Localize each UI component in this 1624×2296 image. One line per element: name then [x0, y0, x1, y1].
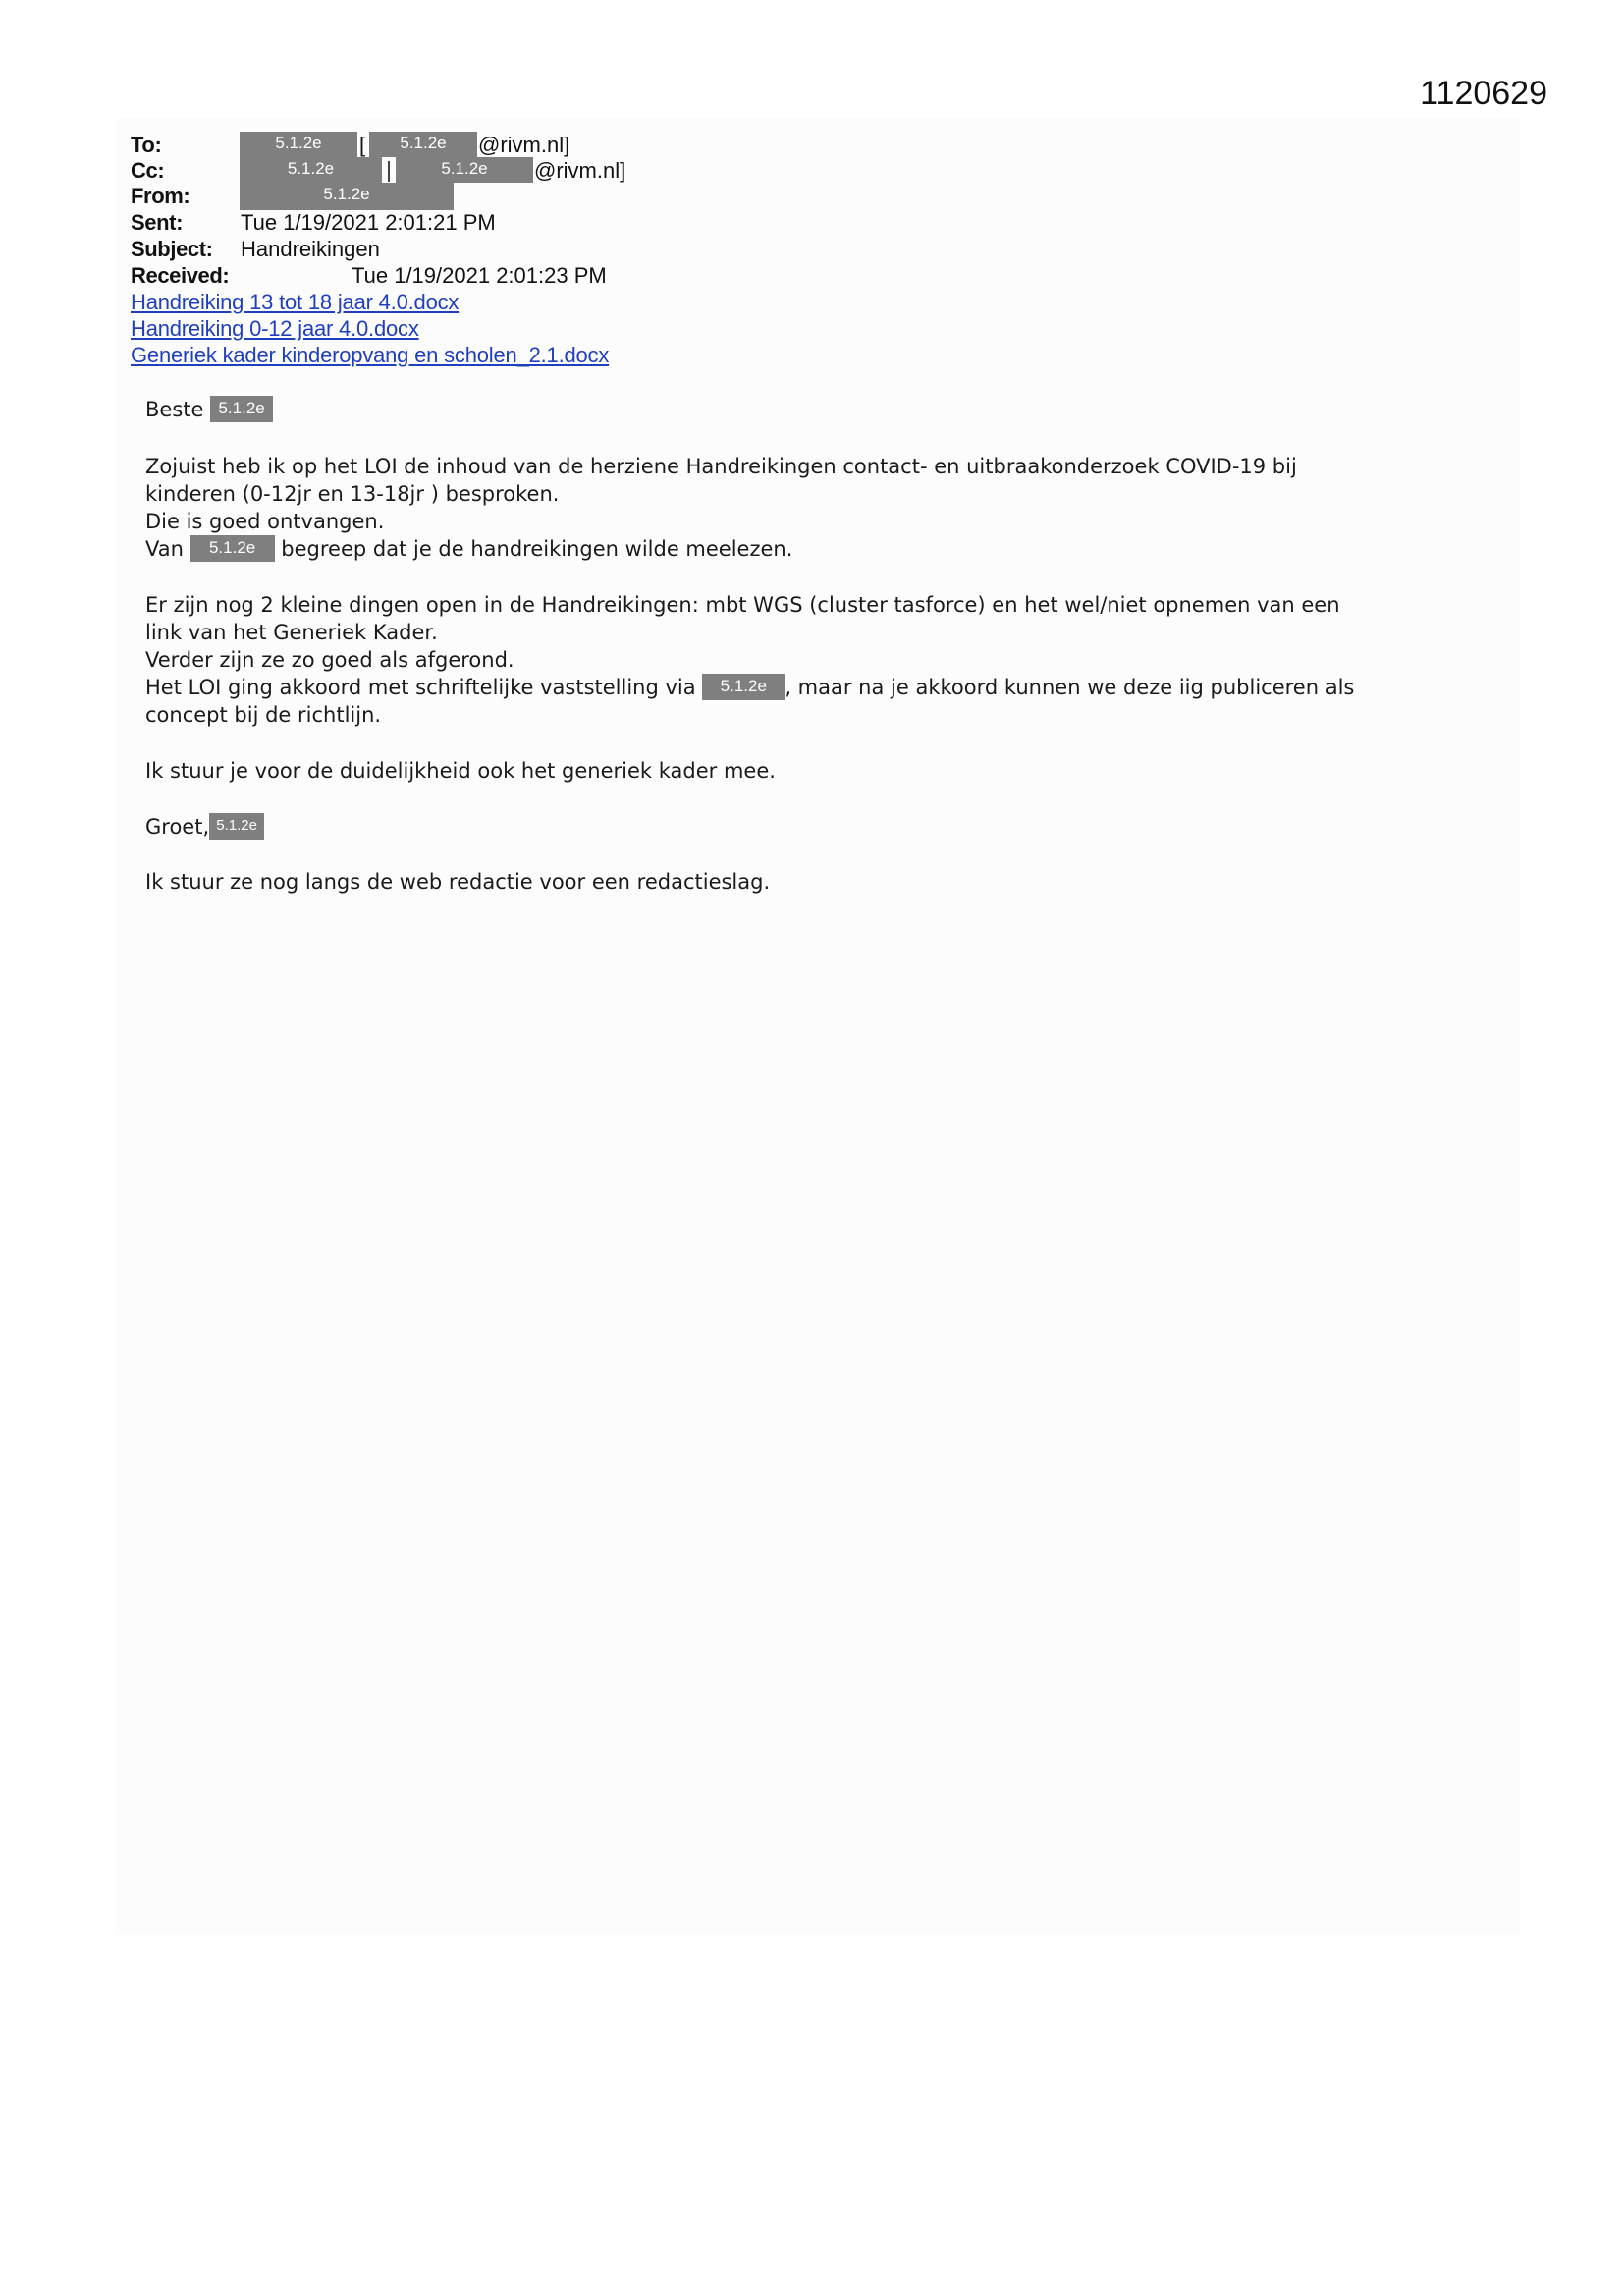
greeting-redaction: 5.1.2e [210, 396, 273, 422]
attachment-link-1[interactable]: Handreiking 13 tot 18 jaar 4.0.docx [131, 290, 460, 314]
header-to-row [131, 132, 641, 158]
from-redaction: 5.1.2e [240, 183, 454, 210]
p2-line-4-after: , maar na je akkoord kunnen we deze iig publiceren als [785, 676, 1355, 699]
to-email-domain: @rivm.nl] [478, 133, 570, 157]
to-bracket: [ [359, 133, 366, 157]
header-from-row [131, 183, 641, 209]
attachment-link-2[interactable]: Handreiking 0-12 jaar 4.0.docx [131, 316, 419, 341]
subject-label: Subject: [131, 237, 213, 261]
cc-label: Cc: [131, 158, 165, 183]
email-content-area [116, 118, 1520, 1935]
sent-value: Tue 1/19/2021 2:01:21 PM [241, 210, 496, 235]
p2-line-4-before: Het LOI ging akkoord met schriftelijke vaststelling via [145, 676, 696, 699]
body-paragraph-1-line-3: Die is goed ontvangen. [145, 510, 385, 533]
cc-redaction-2: 5.1.2e [396, 157, 533, 183]
header-received-row [131, 262, 680, 289]
body-paragraph-3-line-1: Ik stuur je voor de duidelijkheid ook het generiek kader mee. [145, 759, 776, 783]
received-label: Received: [131, 263, 230, 288]
body-paragraph-4-line-1: Ik stuur ze nog langs de web redactie voor een redactieslag. [145, 870, 771, 894]
body-paragraph-2-line-1: Er zijn nog 2 kleine dingen open in de Handreikingen: mbt WGS (cluster tasforce) en het wel/niet opnemen van een [145, 593, 1340, 617]
body-paragraph-2-line-2: link van het Generiek Kader. [145, 621, 438, 644]
document-number: 1120629 [1420, 75, 1547, 112]
greeting-line [145, 396, 273, 423]
body-paragraph-1-line-1: Zojuist heb ik op het LOI de inhoud van de herziene Handreikingen contact- en uitbraakonderzoek COVID-19 bij [145, 455, 1297, 478]
header-sent-row [131, 209, 641, 236]
attachment-link-3[interactable]: Generiek kader kinderopvang en scholen_2.1.docx [131, 343, 610, 367]
body-paragraph-1-line-4 [145, 535, 792, 563]
closing-line [145, 813, 264, 841]
from-label: From: [131, 184, 190, 208]
p1-line-4-before: Van [145, 537, 184, 561]
closing-redaction: 5.1.2e [209, 813, 264, 840]
body-paragraph-2-line-3: Verder zijn ze zo goed als afgerond. [145, 648, 514, 672]
to-redaction-1: 5.1.2e [240, 132, 357, 157]
header-subject-row [131, 236, 641, 262]
p1-line-4-redaction: 5.1.2e [190, 535, 275, 562]
to-label: To: [131, 133, 162, 157]
body-paragraph-1-line-2: kinderen (0-12jr en 13-18jr ) besproken. [145, 482, 560, 506]
to-redaction-2: 5.1.2e [369, 132, 477, 157]
body-paragraph-2-line-5: concept bij de richtlijn. [145, 703, 382, 727]
header-cc-row [131, 157, 641, 184]
received-value: Tue 1/19/2021 2:01:23 PM [352, 263, 607, 288]
subject-value: Handreikingen [241, 237, 380, 261]
cc-redaction-1: 5.1.2e [240, 157, 382, 183]
closing-text: Groet, [145, 815, 210, 839]
body-paragraph-2-line-4 [145, 674, 1354, 701]
p1-line-4-after: begreep dat je de handreikingen wilde meelezen. [281, 537, 793, 561]
p2-line-4-redaction: 5.1.2e [702, 674, 785, 700]
cc-separator-mark [388, 161, 390, 182]
cc-email-domain: @rivm.nl] [534, 158, 626, 183]
sent-label: Sent: [131, 210, 184, 235]
greeting-text: Beste [145, 398, 204, 421]
